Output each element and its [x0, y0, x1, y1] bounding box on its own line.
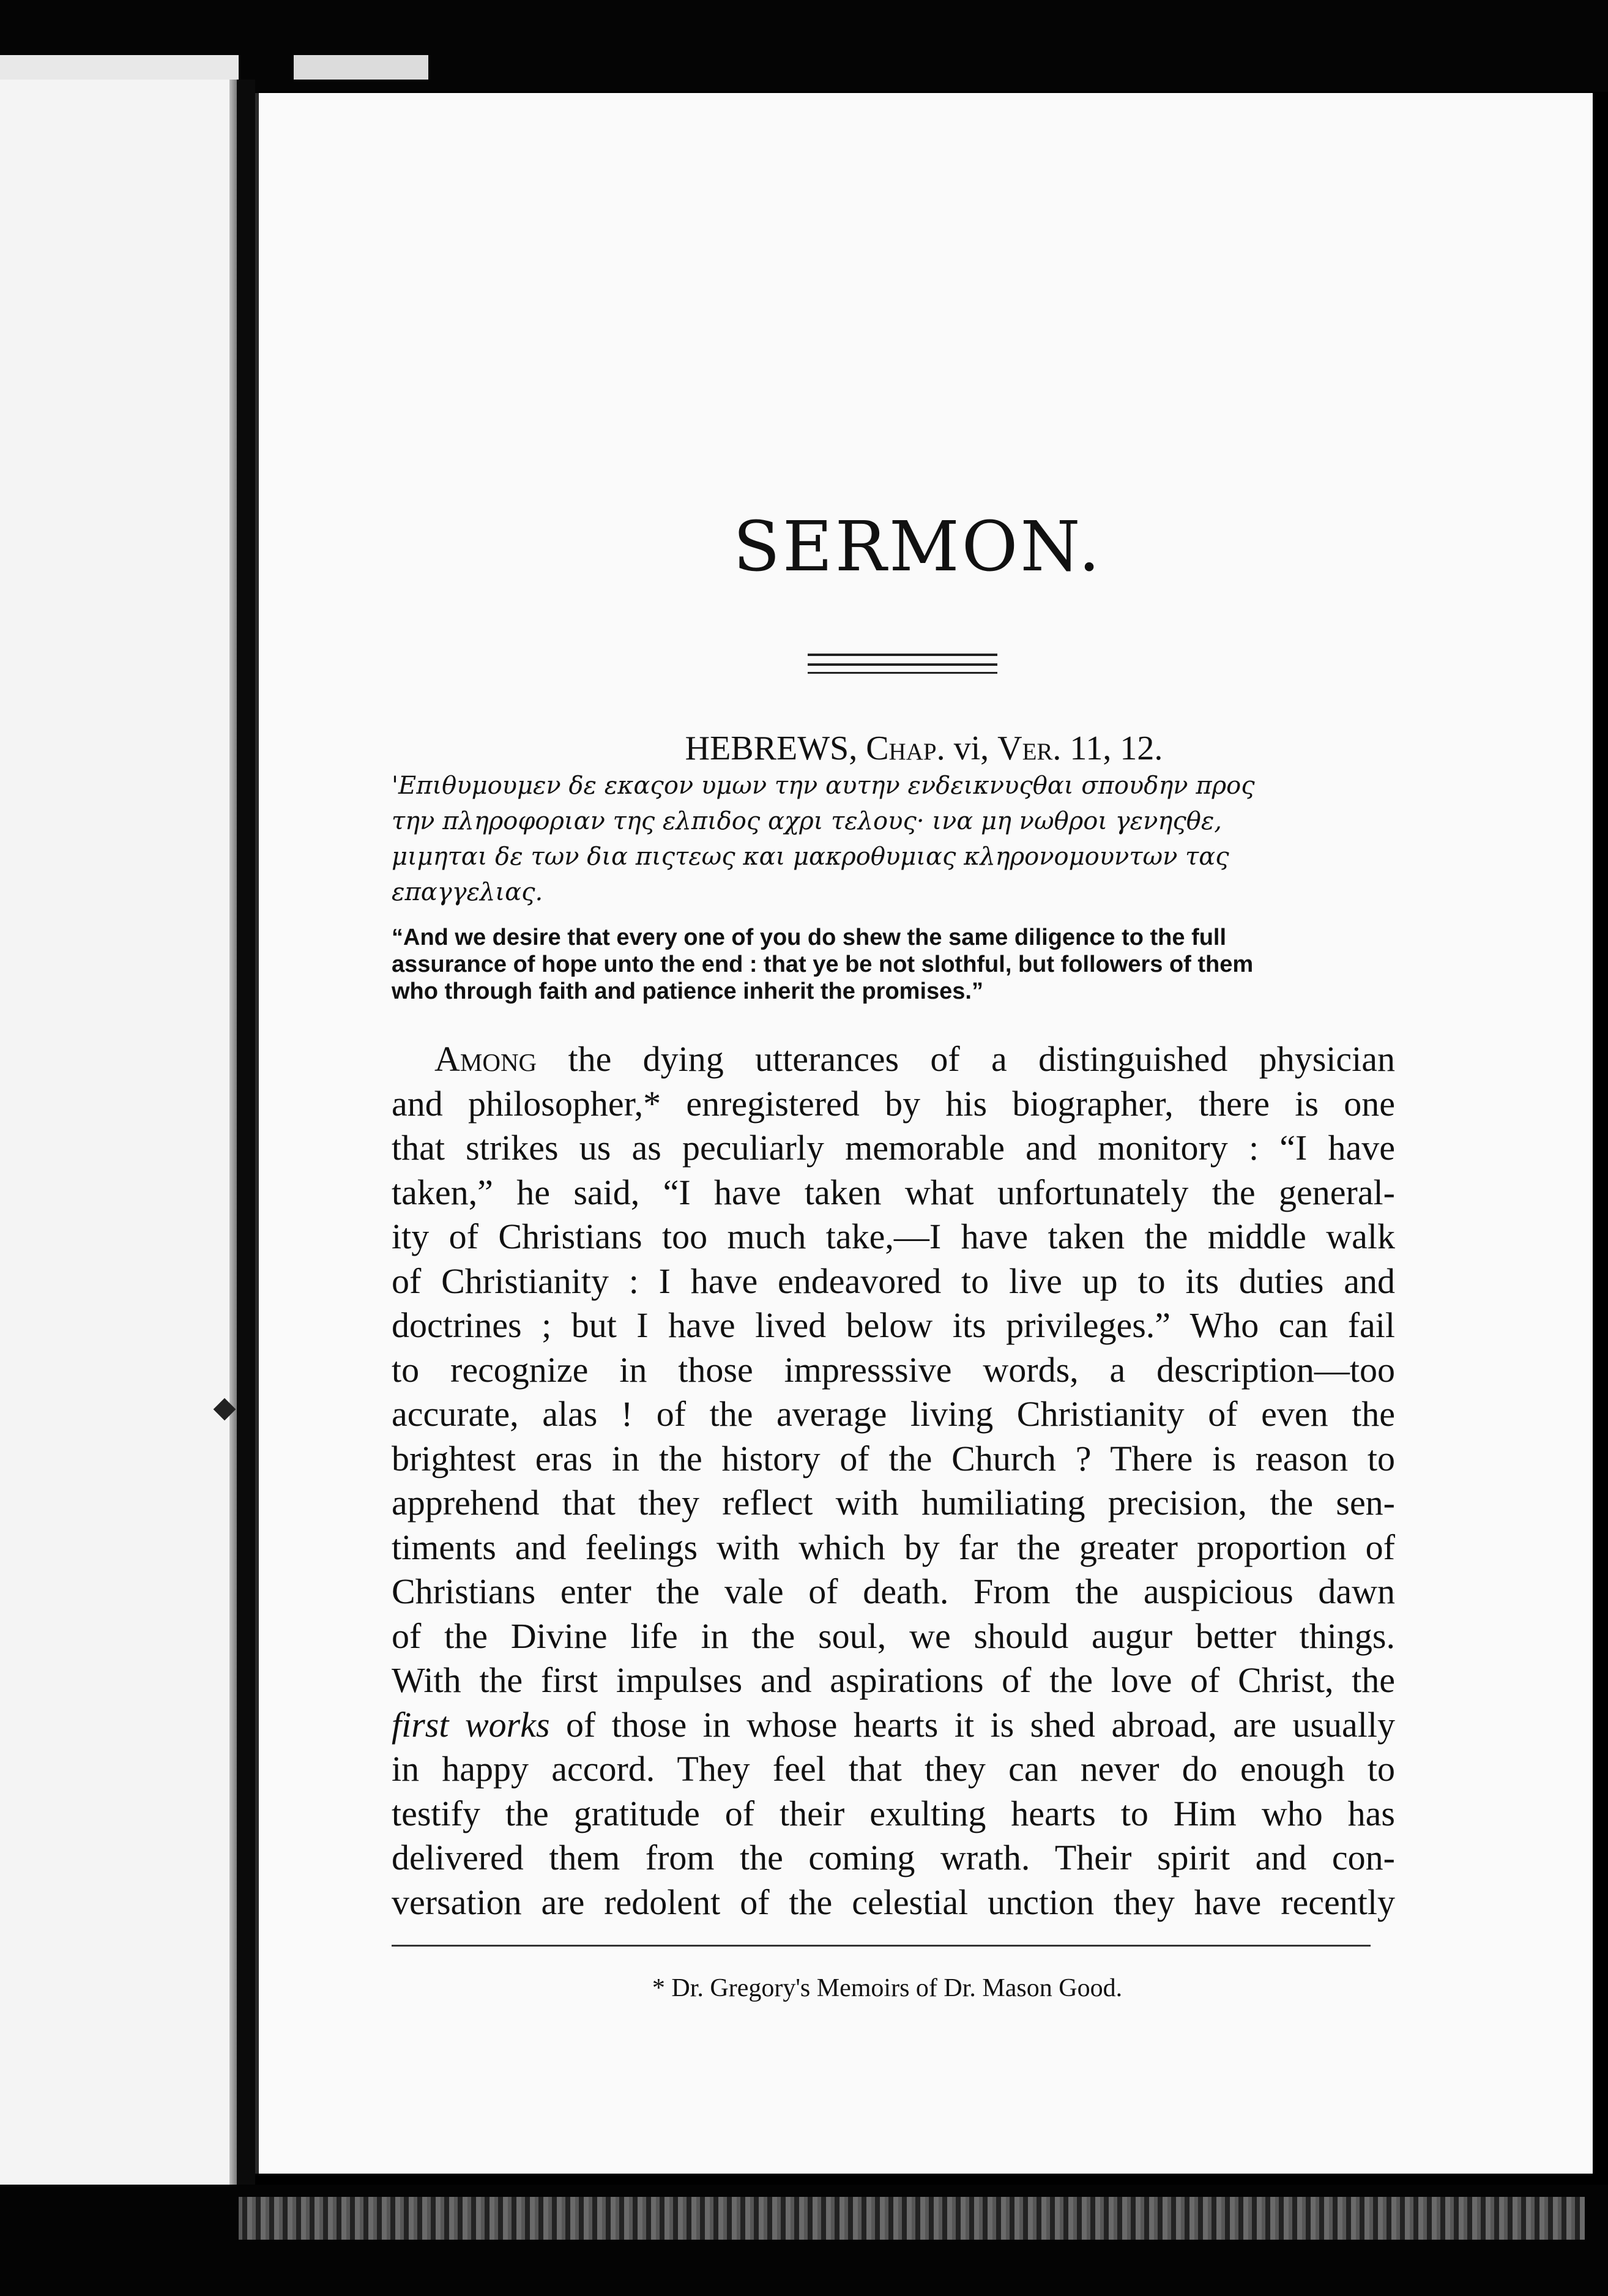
title-rule	[808, 672, 997, 674]
bottom-binding-wear	[239, 2197, 1585, 2240]
top-binding-wear	[0, 55, 239, 80]
drop-word: Among	[434, 1039, 537, 1079]
heading-ver-label: Ver.	[997, 729, 1062, 767]
quote-line: assurance of hope unto the end : that ye be not slothful, but followers of them	[392, 952, 1254, 977]
body-line: accurate, alas ! of the average living Christianity of even the	[392, 1394, 1395, 1434]
heading-chap-value: vi,	[953, 729, 989, 767]
body-line: ity of Christians too much take,—I have taken the middle walk	[392, 1217, 1395, 1256]
body-line: versation are redolent of the celestial unction they have recently	[392, 1882, 1395, 1922]
body-line: in happy accord. They feel that they can never do enough to	[392, 1749, 1395, 1789]
greek-line: 'Επιθυμουμεν δε εκαςον υμων την αυτην ενδεικνυςθαι σπουδην προς	[392, 772, 1255, 800]
italic-phrase: first works	[392, 1704, 550, 1745]
body-line-text: the dying utterances of a distinguished physician	[537, 1039, 1395, 1079]
body-line: of Christianity : I have endeavored to live up to its duties and	[392, 1261, 1395, 1301]
greek-line: επαγγελιας.	[392, 878, 543, 906]
body-line: taken,” he said, “I have taken what unfortunately the general-	[392, 1172, 1395, 1212]
body-line: doctrines ; but I have lived below its privileges.” Who can fail	[392, 1305, 1395, 1345]
top-dark-band	[0, 0, 1608, 92]
footnote: * Dr. Gregory's Memoirs of Dr. Mason Good.	[652, 1974, 1123, 2002]
left-page-edge	[229, 80, 237, 2185]
heading-ver-value: 11, 12.	[1070, 729, 1163, 767]
title-rule	[808, 654, 997, 656]
greek-line: την πληροφοριαν της ελπιδος αχρι τελους· ινα μη νωθροι γενηςθε,	[392, 807, 1223, 835]
quote-line: who through faith and patience inherit the promises.”	[392, 978, 983, 1004]
scripture-heading	[624, 731, 1224, 766]
body-line: apprehend that they reflect with humiliating precision, the sen-	[392, 1483, 1395, 1523]
body-line: Christians enter the vale of death. From the auspicious dawn	[392, 1571, 1395, 1611]
top-binding-wear	[294, 55, 428, 80]
footnote-rule	[392, 1945, 1371, 1947]
body-line-text: of those in whose hearts it is shed abroad, are usually	[549, 1704, 1396, 1745]
body-line: timents and feelings with which by far the greater proportion of	[392, 1527, 1395, 1567]
greek-line: μιμηται δε των δια πιςτεως και μακροθυμιας κληρονομουντων τας	[392, 843, 1229, 871]
body-line	[392, 1703, 1395, 1748]
gutter	[237, 80, 255, 2185]
body-line: and philosopher,* enregistered by his biographer, there is one	[392, 1083, 1395, 1124]
body-line	[392, 1037, 1395, 1082]
heading-chap-label: Chap.	[866, 729, 945, 767]
greek-epigraph	[392, 768, 1395, 910]
body-text	[392, 1037, 1395, 1925]
title-rule	[808, 663, 997, 666]
body-line: testify the gratitude of their exulting hearts to Him who has	[392, 1793, 1395, 1833]
body-line: to recognize in those impresssive words, a description—too	[392, 1349, 1395, 1390]
body-line: delivered them from the coming wrath. Their spirit and con-	[392, 1838, 1395, 1877]
english-epigraph	[392, 924, 1395, 1005]
body-line: With the first impulses and aspirations of the love of Christ, the	[392, 1660, 1395, 1700]
left-facing-page	[0, 80, 236, 2185]
body-line: of the Divine life in the soul, we should augur better things.	[392, 1616, 1395, 1656]
quote-line: “And we desire that every one of you do shew the same diligence to the full	[392, 925, 1227, 950]
page-title: SERMON.	[733, 507, 1103, 587]
heading-book: HEBREWS,	[685, 729, 858, 767]
body-line: brightest eras in the history of the Church ? There is reason to	[392, 1438, 1395, 1478]
body-line: that strikes us as peculiarly memorable and monitory : “I have	[392, 1128, 1395, 1168]
